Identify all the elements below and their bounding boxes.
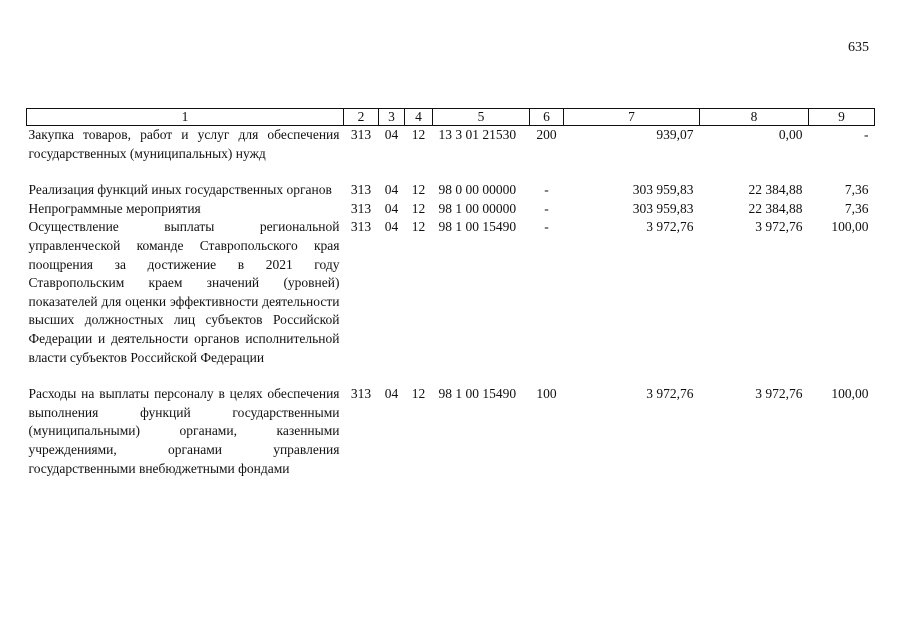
row-col7-value: 3 972,76 [646,219,694,235]
row-subsection: 12 [411,127,426,142]
row-subsection: 12 [411,386,426,402]
row-col9-value: 7,36 [844,200,869,216]
table-row [27,218,875,367]
row-target-code: 98 1 00 00000 [438,200,517,216]
row-col8-value: 22 384,88 [748,200,803,216]
row-section: 04 [384,182,399,198]
row-name: Реализация функций иных государственных органов [28,182,332,198]
row-col7-value: 3 972,76 [646,386,694,402]
row-ministry-code: 313 [350,219,372,235]
table-header-row [27,109,875,126]
row-col9-value: 7,36 [844,182,869,198]
row-target-code: 98 1 00 15490 [438,219,517,235]
row-section: 04 [384,127,399,142]
row-ministry-code: 313 [350,386,372,402]
row-expense-type: - [544,219,549,235]
column-header-1: 1 [27,109,344,126]
column-header-8: 8 [700,109,809,126]
table-row [27,126,875,164]
row-col7-value: 303 959,83 [632,182,694,198]
row-name: Расходы на выплаты персоналу в целях обеспечения выполнения функций государственными (муниципальными) органами, казенными учреждениями, органами управления государственными внебюджетными фондами [28,386,340,476]
row-col8-value: 3 972,76 [755,219,803,235]
row-subsection: 12 [411,182,426,198]
row-section: 04 [384,200,399,216]
spacer-row [27,163,875,181]
spacer-row [27,367,875,385]
row-ministry-code: 313 [350,127,372,142]
row-col8-value: 22 384,88 [748,182,803,198]
row-section: 04 [384,386,399,402]
row-name: Закупка товаров, работ и услуг для обеспечения государственных (муниципальных) нужд [28,127,340,161]
row-col8-value: 0,00 [778,127,803,142]
row-subsection: 12 [411,200,426,216]
row-target-code: 13 3 01 21530 [438,127,517,142]
row-expense-type: 200 [536,127,557,142]
table-row [27,181,875,200]
table-row [27,385,875,478]
row-col7-value: 939,07 [656,127,694,142]
row-col9-value: - [864,127,869,142]
column-header-5: 5 [433,109,530,126]
column-header-3: 3 [379,109,405,126]
budget-table [26,108,875,478]
row-col7-value: 303 959,83 [632,200,694,216]
row-section: 04 [384,219,399,235]
row-expense-type: 100 [536,386,557,402]
column-header-9: 9 [809,109,875,126]
row-target-code: 98 0 00 00000 [438,182,517,198]
column-header-4: 4 [405,109,433,126]
table-row [27,200,875,219]
row-name: Осуществление выплаты региональной управленческой команде Ставропольского края поощрения за достижение в 2021 году Ставропольским краем значений (уровней) показателей для оценки эффективности деятельности высших должностных лиц субъектов Российской Федерации и деятельности органов исполнительной власти субъектов Российской Федерации [28,219,340,365]
row-expense-type: - [544,200,549,216]
row-col9-value: 100,00 [831,386,869,402]
row-subsection: 12 [411,219,426,235]
row-expense-type: - [544,182,549,198]
row-name: Непрограммные мероприятия [28,200,201,216]
row-col8-value: 3 972,76 [755,386,803,402]
page-number: 635 [848,40,869,55]
row-ministry-code: 313 [350,200,372,216]
column-header-2: 2 [344,109,379,126]
column-header-6: 6 [530,109,564,126]
column-header-7: 7 [564,109,700,126]
row-target-code: 98 1 00 15490 [438,386,517,402]
row-col9-value: 100,00 [831,219,869,235]
row-ministry-code: 313 [350,182,372,198]
